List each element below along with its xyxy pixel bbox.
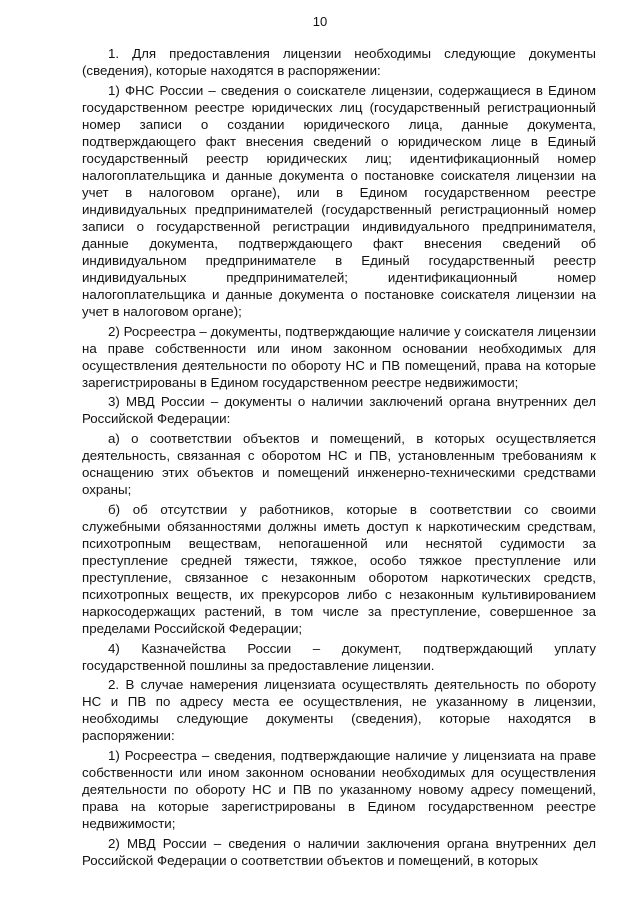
page-number: 10	[312, 14, 328, 29]
paragraph-1-2-rosreestr: 2) Росреестра – документы, подтверждающие наличие у соискателя лицензии на праве собственности или ином законном основании необходимых для осуществления деятельности по обороту НС и ПВ помещений, права на которые зарегистрированы в Едином государственном реестре недвижимости;	[82, 323, 596, 390]
paragraph-1: 1. Для предоставления лицензии необходимы следующие документы (сведения), которые находятся в распоряжении:	[82, 46, 596, 79]
paragraph-1-3-b: б) об отсутствии у работников, которые в соответствии со своими служебными обязанностями должны иметь доступ к наркотическим средствам, психотропным веществам, непогашенной или неснятой судимости за преступление средней тяжести, тяжкое, особо тяжкое преступление или преступление, связанное с незаконным оборотом наркотических средств, психотропных веществ, их прекурсоров либо с незаконным культивированием наркосодержащих растений, в том числе за преступление, совершенное за пределами Российской Федерации;	[82, 501, 596, 637]
paragraph-1-4-treasury: 4) Казначейства России – документ, подтверждающий уплату государственной пошлины за предоставление лицензии.	[82, 640, 596, 673]
paragraph-2-2-mvd: 2) МВД России – сведения о наличии заключения органа внутренних дел Российской Федерации о соответствии объектов и помещений, в которых	[82, 835, 596, 868]
paragraph-1-3-a: а) о соответствии объектов и помещений, в которых осуществляется деятельность, связанная с оборотом НС и ПВ, установленным требованиям к оснащению этих объектов и помещений инженерно-техническими средствами охраны;	[82, 431, 596, 498]
paragraph-2-1-rosreestr: 1) Росреестра – сведения, подтверждающие наличие у лицензиата на праве собственности или ином законном основании необходимых для осуществления деятельности по обороту НС и ПВ по указанному новому адресу помещений, права на которые зарегистрированы в Едином государственном реестре недвижимости;	[82, 747, 596, 832]
document-body	[82, 45, 596, 871]
paragraph-1-1-fns: 1) ФНС России – сведения о соискателе лицензии, содержащиеся в Едином государственном реестре юридических лиц (государственный регистрационный номер записи о создании юридического лица, данные документа, подтверждающего факт внесения сведений о юридическом лице в Единый государственный реестр юридических лиц; идентификационный номер налогоплательщика и данные документа о постановке соискателя лицензии на учет в налоговом органе), или в Едином государственном реестре индивидуальных предпринимателей (государственный регистрационный номер записи о государственной регистрации индивидуального предпринимателя, данные документа, подтверждающего факт внесения сведений об индивидуальном предпринимателе в Единый государственный реестр индивидуальных предпринимателей; идентификационный номер налогоплательщика и данные документа о постановке соискателя лицензии на учет в налоговом органе);	[82, 82, 596, 320]
paragraph-2: 2. В случае намерения лицензиата осуществлять деятельность по обороту НС и ПВ по адресу места ее осуществления, не указанному в лицензии, необходимы следующие документы (сведения), которые находятся в распоряжении:	[82, 677, 596, 744]
paragraph-1-3-mvd: 3) МВД России – документы о наличии заключений органа внутренних дел Российской Федерации:	[82, 394, 596, 427]
